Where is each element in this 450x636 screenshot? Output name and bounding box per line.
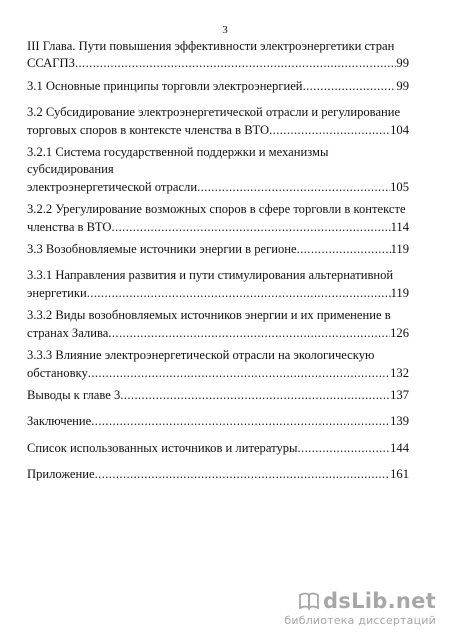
toc-entry-leader-line	[27, 365, 409, 382]
toc-entry-page: 104	[390, 122, 409, 137]
toc-entry-3-2-1	[27, 144, 409, 196]
toc-entry-3-3-2	[27, 307, 409, 342]
book-icon	[298, 591, 320, 611]
toc-entry-leader-line	[27, 440, 409, 457]
dot-leader	[197, 179, 390, 196]
watermark	[284, 589, 436, 627]
toc-entry-title: 3.1 Основные принципы торговли электроэнергией	[27, 78, 303, 93]
toc-entry-leader-line	[27, 55, 409, 72]
toc-entry-text-line: 3.3.1 Направления развития и пути стимулирования альтернативной	[27, 268, 394, 283]
toc-entry-title: ССАГПЗ	[27, 56, 75, 71]
toc-entry-text-line: 3.2 Субсидирование электроэнергетической отрасли и регулирование	[27, 105, 401, 120]
toc-entry-3-3-3	[27, 347, 409, 382]
toc-entry-page: 126	[390, 325, 409, 340]
toc-entry-3-2-2	[27, 201, 409, 236]
dot-leader	[112, 219, 391, 236]
toc-entry-page: 137	[390, 387, 409, 402]
toc-entry-chapter-3	[27, 38, 409, 73]
toc-entry-text-line: 3.3.3 Влияние электроэнергетической отрасли на экологическую	[27, 348, 375, 363]
toc-entry-title: Заключение	[27, 414, 92, 429]
dot-leader	[297, 241, 391, 258]
dot-leader	[303, 78, 397, 95]
toc-entry-title: электроэнергетической отрасли	[27, 179, 198, 194]
toc-entry-page: 114	[390, 219, 409, 234]
toc-entry-title: обстановку	[27, 365, 88, 380]
dot-leader	[108, 325, 390, 342]
toc-entry-text-line: III Глава. Пути повышения эффективности электроэнергетики стран	[27, 39, 395, 53]
dot-leader	[298, 440, 391, 457]
toc-entry-conclusion	[27, 413, 409, 430]
toc-entry-page: 132	[390, 365, 409, 380]
table-of-contents	[27, 38, 409, 493]
toc-entry-3-3-1	[27, 267, 409, 302]
watermark-tagline: библиотека диссертаций	[284, 614, 436, 627]
toc-entry-leader-line	[27, 122, 409, 139]
toc-entry-title: Список использованных источников и литературы	[27, 440, 298, 455]
page-number: 3	[222, 24, 228, 36]
toc-entry-page: 119	[390, 242, 409, 257]
toc-entry-appendix	[27, 466, 409, 483]
toc-entry-title: 3.3 Возобновляемые источники энергии в регионе	[27, 242, 297, 257]
watermark-logo-text: dsLib.net	[322, 589, 436, 613]
toc-entry-conclusions-chapter-3	[27, 387, 409, 404]
dot-leader	[88, 365, 390, 382]
toc-entry-leader-line	[27, 413, 409, 430]
toc-entry-page: 144	[390, 440, 409, 455]
toc-entry-text-line: 3.2.1 Система государственной поддержки и механизмы субсидирования	[27, 145, 329, 177]
toc-entry-title: Приложение	[27, 467, 95, 482]
toc-entry-leader-line	[27, 219, 409, 236]
dot-leader	[269, 122, 390, 139]
toc-entry-3-2	[27, 104, 409, 139]
toc-entry-3-3	[27, 241, 409, 258]
toc-entry-leader-line	[27, 241, 409, 258]
toc-entry-leader-line	[27, 387, 409, 404]
toc-entry-title: странах Залива	[27, 325, 109, 340]
dot-leader	[91, 413, 390, 430]
toc-entry-title: членства в ВТО	[27, 219, 112, 234]
toc-entry-title: энергетики	[27, 285, 87, 300]
dot-leader	[120, 387, 390, 404]
toc-entry-page: 99	[396, 56, 409, 71]
toc-entry-leader-line	[27, 466, 409, 483]
toc-entry-title: торговых споров в контексте членства в ВТО	[27, 122, 270, 137]
dot-leader	[75, 55, 396, 72]
toc-entry-3-1	[27, 78, 409, 95]
toc-entry-references	[27, 440, 409, 457]
toc-entry-page: 139	[390, 414, 409, 429]
toc-entry-leader-line	[27, 78, 409, 95]
toc-entry-page: 99	[396, 78, 409, 93]
toc-entry-text-line: 3.3.2 Виды возобновляемых источников энергии и их применение в	[27, 308, 391, 323]
toc-entry-text-line: 3.2.2 Урегулирование возможных споров в сфере торговли в контексте	[27, 202, 406, 217]
toc-entry-page: 161	[390, 467, 409, 482]
toc-entry-leader-line	[27, 179, 409, 196]
toc-entry-leader-line	[27, 325, 409, 342]
dot-leader	[87, 285, 391, 302]
dot-leader	[95, 466, 391, 483]
watermark-logo-row	[284, 589, 436, 613]
toc-entry-title: Выводы к главе 3	[27, 387, 121, 402]
toc-entry-page: 105	[390, 179, 409, 194]
toc-entry-leader-line	[27, 285, 409, 302]
toc-entry-page: 119	[390, 285, 409, 300]
